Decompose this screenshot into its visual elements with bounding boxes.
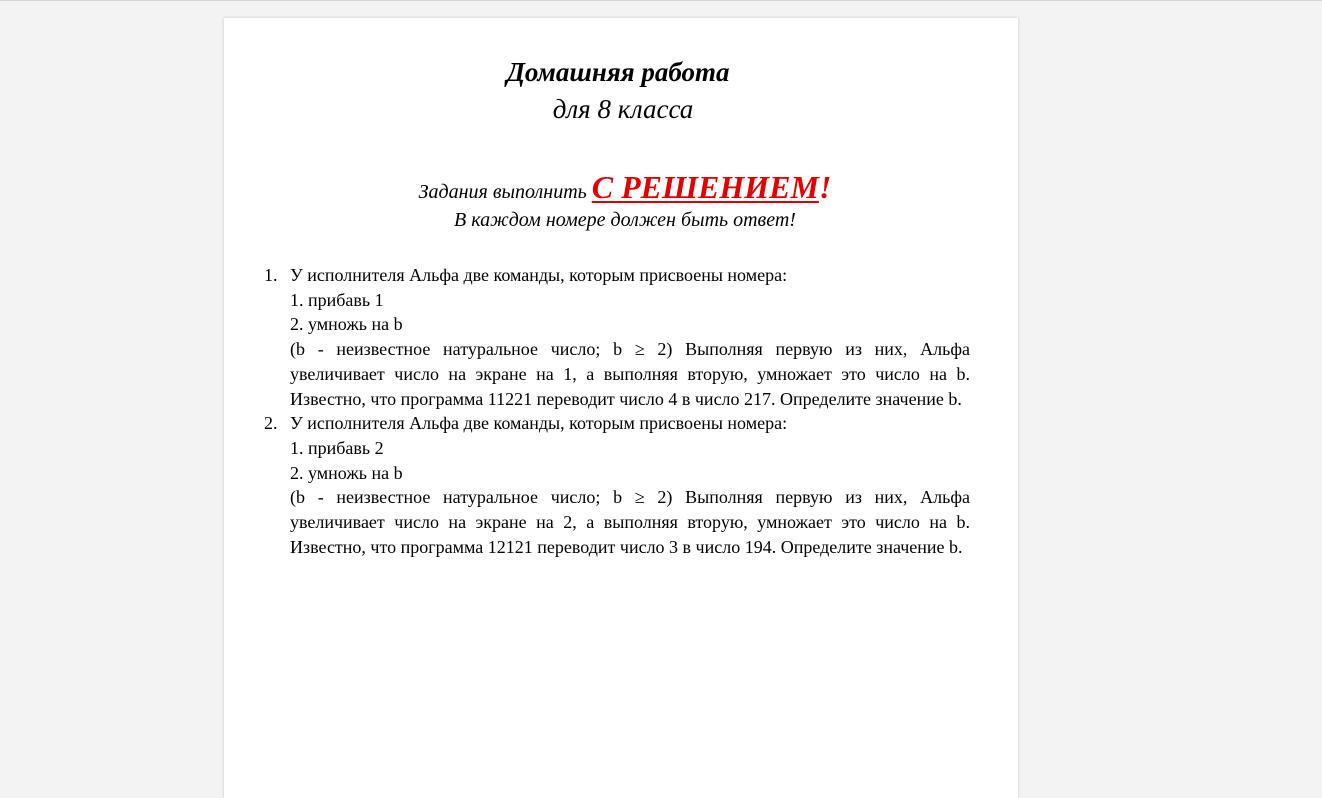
- task-command-2: 2. умножь на b: [290, 314, 403, 335]
- task-intro: У исполнителя Альфа две команды, которым присвоены номера:: [290, 265, 788, 285]
- instruction-line-1: [232, 164, 1018, 210]
- task-command-1: 1. прибавь 2: [290, 437, 384, 458]
- task-intro: У исполнителя Альфа две команды, которым присвоены номера:: [290, 413, 788, 434]
- instruction-exclamation: !: [818, 169, 832, 205]
- task-item: [264, 263, 970, 411]
- task-body: (b - неизвестное натуральное число; b ≥ 2) Выполняя первую из них, Альфа увеличивает число на экране на 1, а выполняя вторую, умножает это число на b. Известно, что программа 11221 переводит число 4 в число 217. Определите значение b.: [290, 339, 970, 409]
- title-line-1: Домашняя работа: [506, 57, 730, 87]
- instructions: [224, 164, 1018, 234]
- task-number: 2.: [264, 413, 278, 434]
- viewer-top-border: [0, 0, 1322, 1]
- document-title: [224, 54, 1018, 128]
- task-number: 1.: [264, 265, 278, 285]
- task-command-2: 2. умножь на b: [290, 462, 403, 483]
- title-line-2: для 8 класса: [552, 94, 694, 124]
- instruction-line-2: В каждом номере должен быть ответ!: [454, 209, 796, 231]
- document-page: [224, 18, 1018, 798]
- task-command-1: 1. прибавь 1: [290, 289, 384, 310]
- task-list: [264, 263, 970, 559]
- instruction-prefix: Задания выполнить: [418, 181, 592, 203]
- instruction-emphasis: С РЕШЕНИЕМ: [591, 169, 819, 205]
- task-body: (b - неизвестное натуральное число; b ≥ 2) Выполняя первую из них, Альфа увеличивает число на экране на 2, а выполняя вторую, умножает это число на b. Известно, что программа 12121 переводит число 3 в число 194. Определите значение b.: [290, 487, 970, 557]
- task-item: [264, 411, 970, 559]
